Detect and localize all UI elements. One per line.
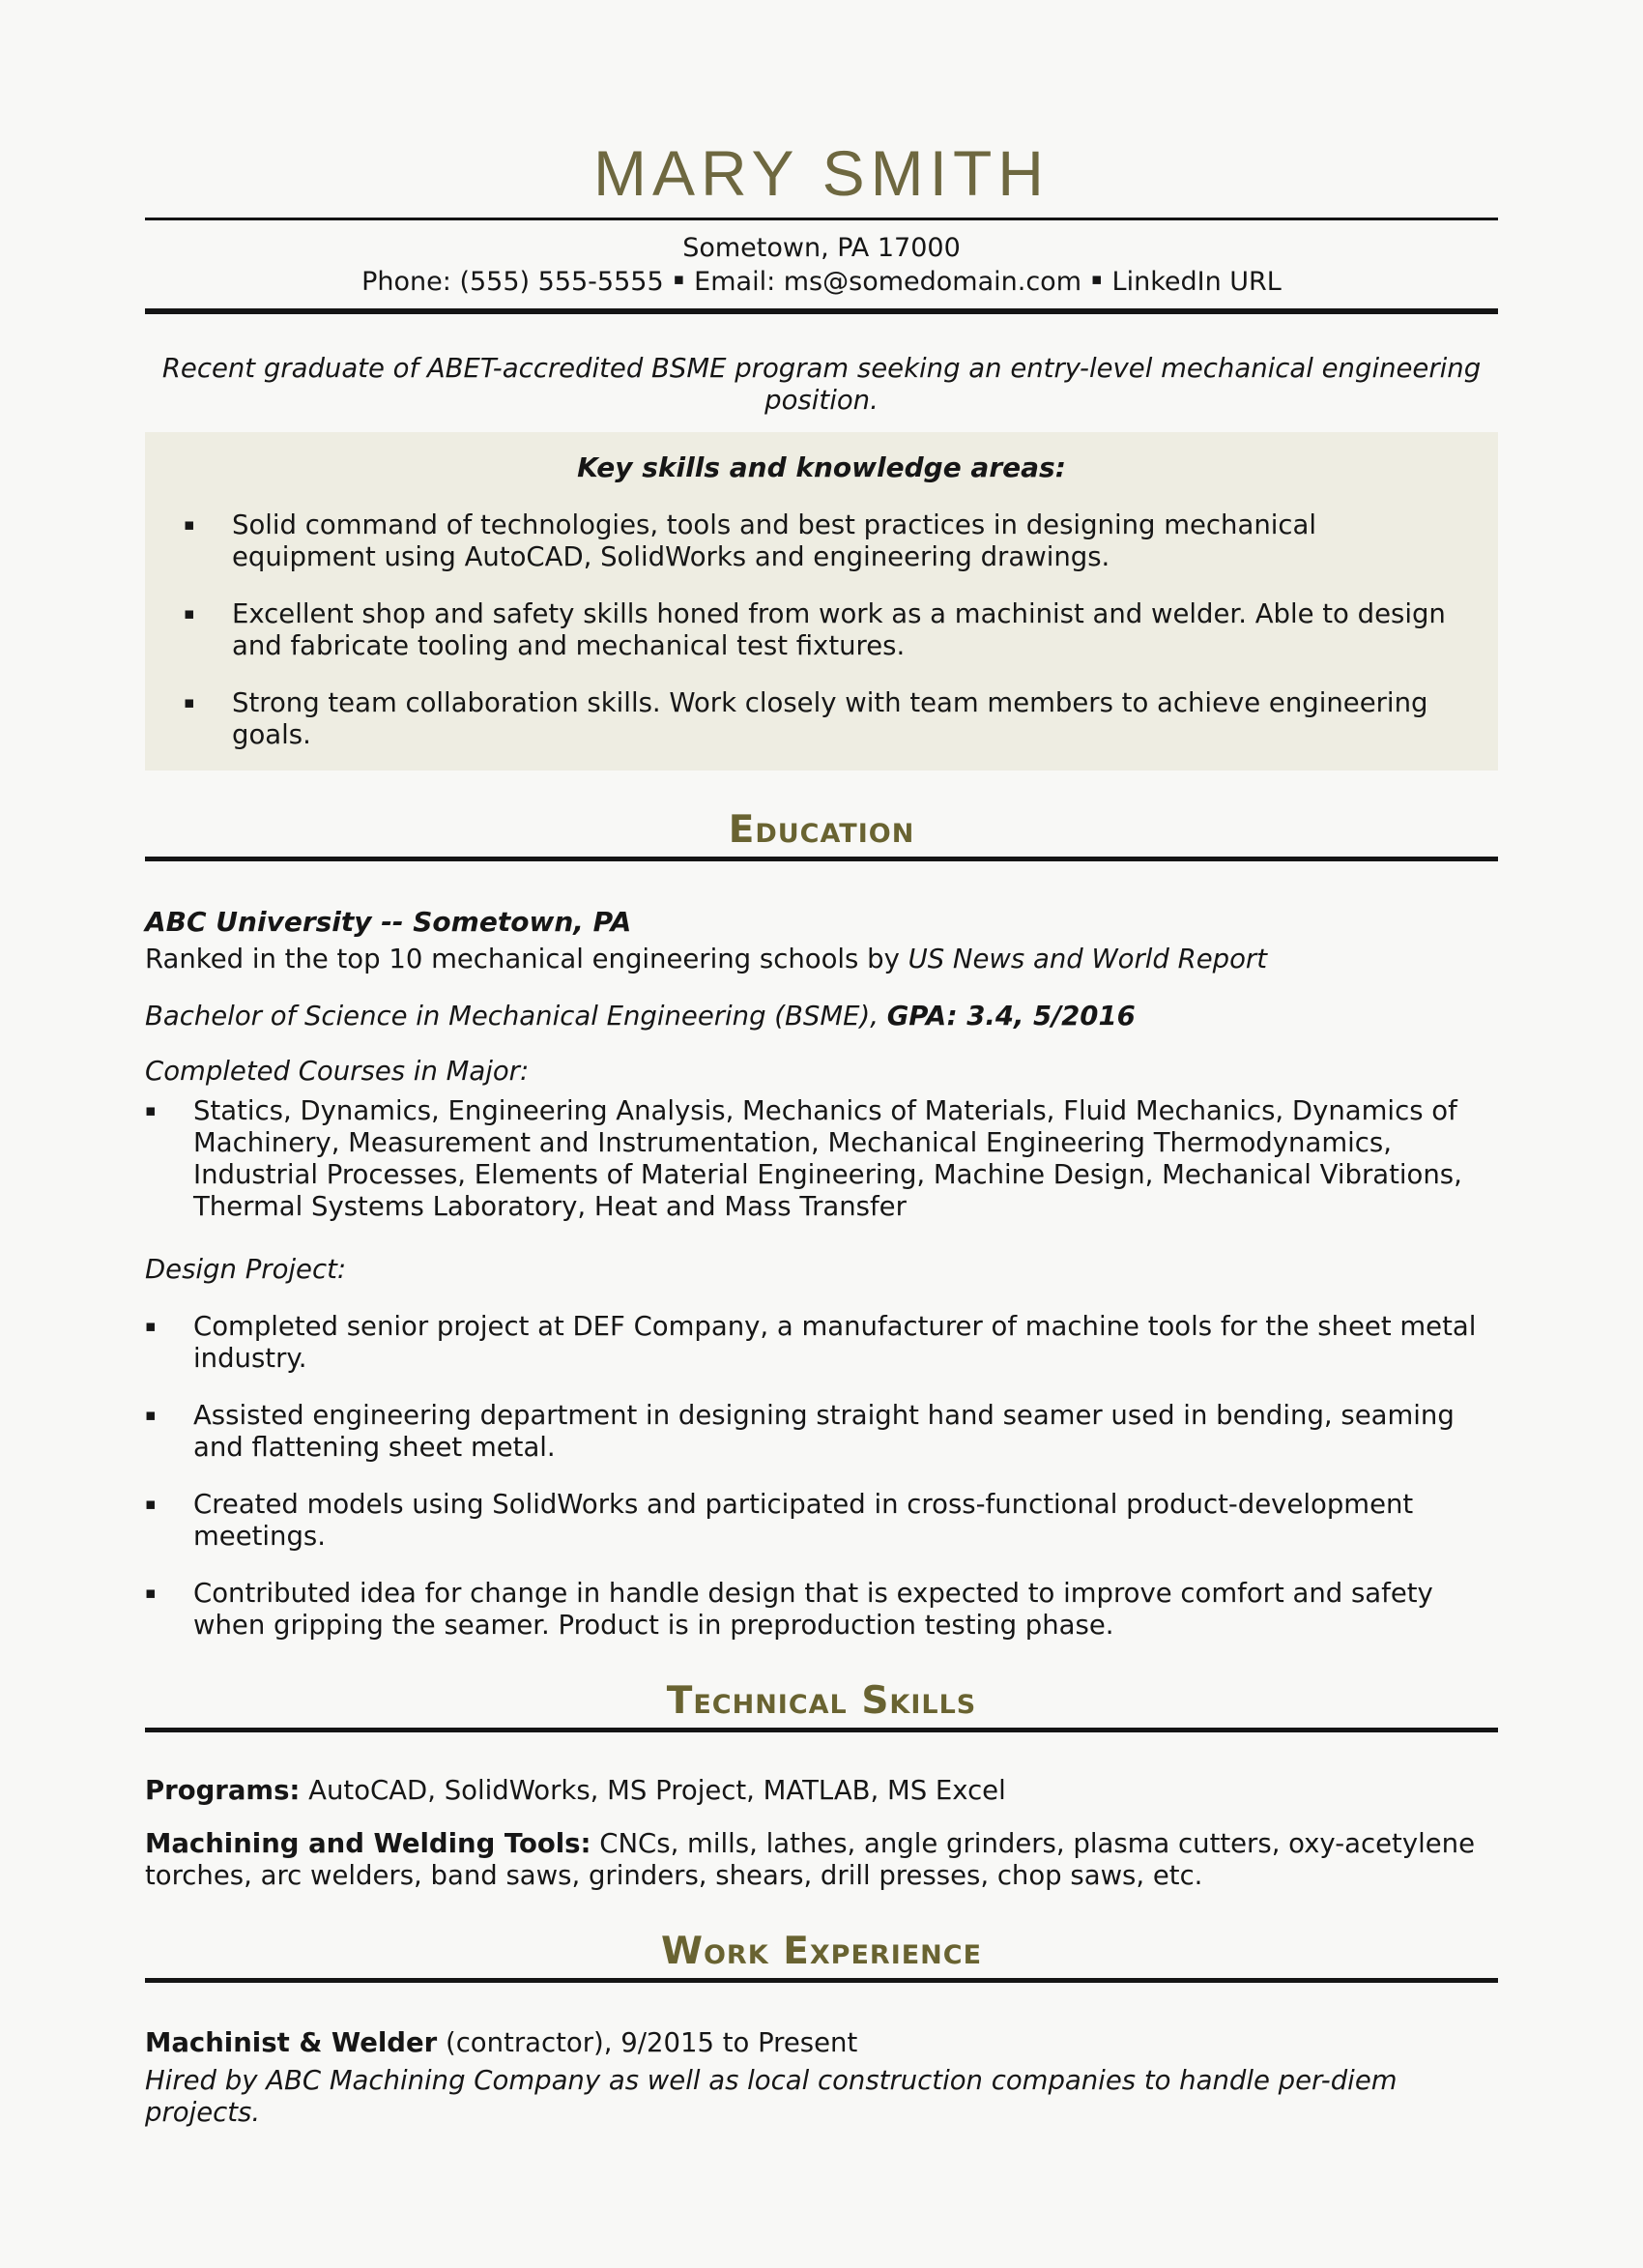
square-bullet-icon: ▪	[184, 693, 195, 712]
contact-location: Sometown, PA 17000	[682, 233, 961, 263]
tools-value: CNCs, mills, lathes, angle grinders, plasma cutters, oxy-acetylene torches, arc welders, band saws, grinders, shears, drill presses, chop saws, etc.	[145, 1828, 1476, 1891]
list-item	[145, 1400, 1498, 1464]
key-skills-heading: Key skills and knowledge areas:	[577, 451, 1066, 483]
contact-linkedin: LinkedIn URL	[1111, 267, 1282, 297]
job-title: Machinist & Welder	[145, 2027, 438, 2058]
list-item-text: Completed senior project at DEF Company, a manufacturer of machine tools for the sheet metal industry.	[193, 1311, 1477, 1374]
job-meta: (contractor), 9/2015 to Present	[437, 2027, 858, 2058]
square-bullet-icon: ▪	[145, 1406, 157, 1425]
list-item	[145, 1311, 1498, 1375]
university-ranking-line	[145, 944, 1498, 975]
courses-label: Completed Courses in Major:	[145, 1056, 530, 1087]
list-item	[145, 1095, 1498, 1223]
ranking-text: Ranked in the top 10 mechanical engineering schools by	[145, 944, 908, 974]
objective-summary: Recent graduate of ABET-accredited BSME program seeking an entry-level mechanical engineering position.	[161, 353, 1482, 416]
square-separator-icon: ▪	[1091, 270, 1103, 289]
divider-under-name	[145, 218, 1498, 220]
contact-details	[145, 265, 1498, 300]
list-item-text: Strong team collaboration skills. Work closely with team members to achieve engineering goals.	[232, 687, 1428, 750]
degree-line	[145, 1001, 1498, 1032]
square-bullet-icon: ▪	[145, 1101, 157, 1120]
section-heading-work-experience: Work Experience	[660, 1930, 983, 1973]
university-line: ABC University -- Sometown, PA	[145, 906, 632, 938]
tools-line	[145, 1828, 1498, 1892]
section-heading-education: Education	[728, 808, 915, 852]
square-bullet-icon: ▪	[145, 1317, 157, 1336]
list-item-text: Created models using SolidWorks and participated in cross-functional product-development meetings.	[193, 1489, 1414, 1552]
person-name: MARY SMITH	[593, 137, 1050, 209]
section-divider	[145, 857, 1498, 861]
list-item	[145, 1578, 1498, 1642]
list-item-text: Excellent shop and safety skills honed from work as a machinist and welder. Able to design and fabricate tooling and mechanical test fixtures.	[232, 598, 1446, 661]
programs-label: Programs:	[145, 1775, 301, 1806]
course-list-text: Statics, Dynamics, Engineering Analysis, Mechanics of Materials, Fluid Mechanics, Dynamics of Machinery, Measurement and Instrumentation, Mechanical Engineering Thermodynamics, Industrial Processes, Elements of Material Engineering, Machine Design, Mechanical Vibrations, Thermal Systems Laboratory, Heat and Mass Transfer	[193, 1095, 1462, 1222]
degree-gpa: GPA: 3.4, 5/2016	[886, 1001, 1136, 1032]
list-item	[145, 1489, 1498, 1553]
degree-text: Bachelor of Science in Mechanical Engineering (BSME),	[145, 1001, 887, 1032]
programs-value: AutoCAD, SolidWorks, MS Project, MATLAB, MS Excel	[300, 1775, 1006, 1806]
list-item	[184, 509, 1459, 573]
ranking-source: US News and World Report	[908, 944, 1268, 974]
list-item-text: Contributed idea for change in handle design that is expected to improve comfort and safety when gripping the seamer. Product is in preproduction testing phase.	[193, 1578, 1433, 1641]
square-separator-icon: ▪	[673, 270, 685, 289]
square-bullet-icon: ▪	[184, 604, 195, 624]
divider-under-contact	[145, 308, 1498, 314]
contact-block	[145, 231, 1498, 300]
design-project-label: Design Project:	[145, 1254, 347, 1285]
resume-page	[145, 137, 1498, 2129]
list-item-text: Assisted engineering department in designing straight hand seamer used in bending, seaming and flattening sheet metal.	[193, 1400, 1455, 1463]
square-bullet-icon: ▪	[145, 1495, 157, 1514]
contact-email: Email: ms@somedomain.com	[694, 267, 1081, 297]
job-description: Hired by ABC Machining Company as well as local construction companies to handle per-diem projects.	[145, 2065, 1398, 2128]
tools-label: Machining and Welding Tools:	[145, 1828, 591, 1859]
section-heading-technical-skills: Technical Skills	[666, 1679, 977, 1723]
list-item	[184, 687, 1459, 751]
list-item	[184, 598, 1459, 662]
key-skills-box	[145, 432, 1498, 771]
programs-line	[145, 1775, 1498, 1807]
section-divider	[145, 1728, 1498, 1732]
square-bullet-icon: ▪	[184, 515, 195, 535]
square-bullet-icon: ▪	[145, 1584, 157, 1603]
contact-phone: Phone: (555) 555-5555	[361, 267, 664, 297]
list-item-text: Solid command of technologies, tools and best practices in designing mechanical equipment using AutoCAD, SolidWorks and engineering drawings.	[232, 509, 1317, 572]
job-title-line	[145, 2027, 1498, 2059]
section-divider	[145, 1978, 1498, 1983]
